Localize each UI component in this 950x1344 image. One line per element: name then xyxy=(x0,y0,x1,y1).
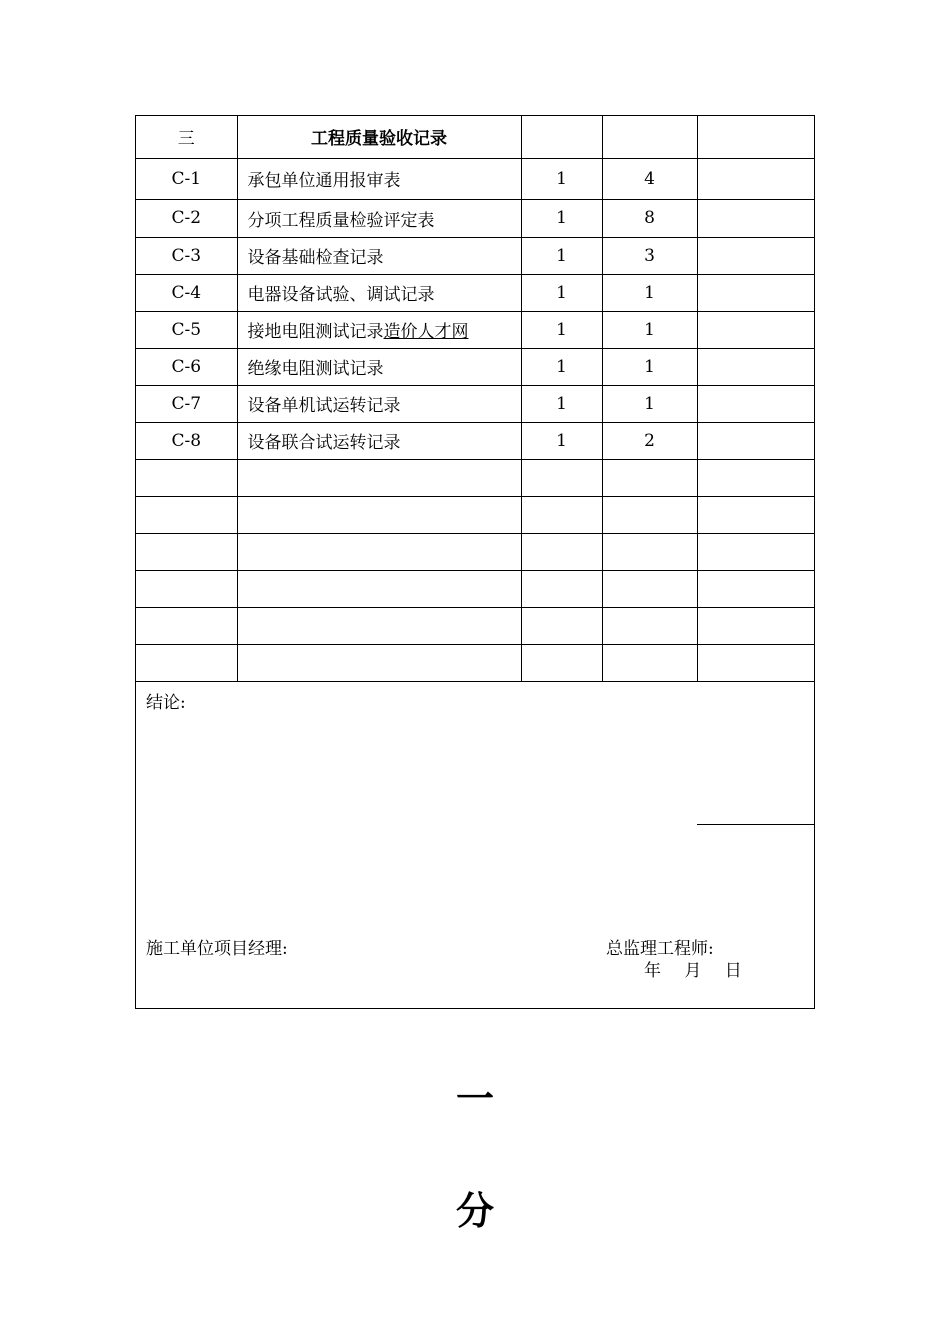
date-label: 年 月 日 xyxy=(644,961,742,981)
empty-cell xyxy=(521,644,602,681)
table-row xyxy=(136,385,815,422)
record-remark xyxy=(697,422,815,459)
empty-cell xyxy=(697,496,815,533)
empty-cell xyxy=(521,459,602,496)
record-name-text: 分项工程质量检验评定表 xyxy=(247,210,435,231)
record-remark xyxy=(697,348,815,385)
record-name xyxy=(237,348,521,385)
record-count: 1 xyxy=(521,311,602,348)
table-row xyxy=(136,311,815,348)
records-table xyxy=(136,116,815,682)
header-cell xyxy=(697,116,815,158)
empty-cell xyxy=(237,570,521,607)
record-code: C-1 xyxy=(136,158,237,199)
record-count: 1 xyxy=(521,348,602,385)
empty-row xyxy=(136,496,815,533)
conclusion-label: 结论: xyxy=(146,693,186,713)
record-name xyxy=(237,274,521,311)
record-name-text: 承包单位通用报审表 xyxy=(247,171,401,191)
record-name-text: 绝缘电阻测试记录 xyxy=(247,359,384,379)
empty-cell xyxy=(237,607,521,644)
record-name xyxy=(237,199,521,237)
record-remark xyxy=(697,385,815,422)
record-code: C-7 xyxy=(136,385,237,422)
record-name xyxy=(237,422,521,459)
record-name-suffix: 造价人才网 xyxy=(383,322,469,342)
record-remark xyxy=(697,158,815,199)
table-row xyxy=(136,348,815,385)
record-code: C-2 xyxy=(136,199,237,237)
record-code: C-8 xyxy=(136,422,237,459)
empty-row xyxy=(136,459,815,496)
header-cell xyxy=(602,116,697,158)
section-number: 三 xyxy=(136,116,237,158)
record-count: 1 xyxy=(521,237,602,274)
record-remark xyxy=(697,274,815,311)
empty-cell xyxy=(697,570,815,607)
table-row xyxy=(136,274,815,311)
record-name xyxy=(237,237,521,274)
empty-row xyxy=(136,644,815,681)
empty-cell xyxy=(602,533,697,570)
record-pages: 2 xyxy=(602,422,697,459)
record-name xyxy=(237,385,521,422)
table-row xyxy=(136,422,815,459)
empty-cell xyxy=(697,644,815,681)
empty-cell xyxy=(237,496,521,533)
chief-supervisor-label: 总监理工程师: xyxy=(606,939,714,959)
record-pages: 1 xyxy=(602,274,697,311)
heading-char: 分 xyxy=(455,1189,494,1233)
record-code: C-4 xyxy=(136,274,237,311)
empty-cell xyxy=(521,496,602,533)
record-pages: 1 xyxy=(602,385,697,422)
record-code: C-3 xyxy=(136,237,237,274)
record-code: C-6 xyxy=(136,348,237,385)
record-remark xyxy=(697,237,815,274)
record-pages: 4 xyxy=(602,158,697,199)
record-pages: 8 xyxy=(602,199,697,237)
empty-cell xyxy=(697,607,815,644)
empty-cell xyxy=(136,533,237,570)
header-cell xyxy=(521,116,602,158)
empty-cell xyxy=(237,644,521,681)
empty-row xyxy=(136,607,815,644)
record-pages: 1 xyxy=(602,348,697,385)
table-row xyxy=(136,158,815,199)
empty-cell xyxy=(602,570,697,607)
record-count: 1 xyxy=(521,274,602,311)
record-name-text: 电器设备试验、调试记录 xyxy=(247,285,435,305)
record-name-text: 设备联合试运转记录 xyxy=(247,433,401,453)
record-pages: 3 xyxy=(602,237,697,274)
empty-cell xyxy=(237,533,521,570)
empty-cell xyxy=(136,570,237,607)
record-name-text: 接地电阻测试记录 xyxy=(247,322,384,342)
project-manager-label: 施工单位项目经理: xyxy=(146,939,288,959)
record-count: 1 xyxy=(521,422,602,459)
empty-row xyxy=(136,570,815,607)
record-count: 1 xyxy=(521,158,602,199)
empty-row xyxy=(136,533,815,570)
record-count: 1 xyxy=(521,199,602,237)
empty-cell xyxy=(237,459,521,496)
empty-cell xyxy=(136,496,237,533)
empty-cell xyxy=(136,644,237,681)
record-pages: 1 xyxy=(602,311,697,348)
empty-cell xyxy=(521,607,602,644)
record-name-text: 设备基础检查记录 xyxy=(247,248,384,268)
empty-cell xyxy=(697,533,815,570)
empty-cell xyxy=(602,644,697,681)
signature-line xyxy=(697,824,815,825)
table-row xyxy=(136,199,815,237)
record-remark xyxy=(697,199,815,237)
empty-cell xyxy=(521,533,602,570)
record-remark xyxy=(697,311,815,348)
record-code: C-5 xyxy=(136,311,237,348)
record-count: 1 xyxy=(521,385,602,422)
record-name-text: 设备单机试运转记录 xyxy=(247,396,401,416)
empty-cell xyxy=(521,570,602,607)
empty-cell xyxy=(602,459,697,496)
record-name xyxy=(237,311,521,348)
acceptance-record-form xyxy=(135,115,815,1009)
table-row xyxy=(136,237,815,274)
section-header-row xyxy=(136,116,815,158)
heading-char: 一 xyxy=(455,1077,494,1121)
empty-cell xyxy=(136,607,237,644)
empty-cell xyxy=(602,607,697,644)
section-title: 工程质量验收记录 xyxy=(237,116,521,158)
empty-cell xyxy=(136,459,237,496)
record-name xyxy=(237,158,521,199)
empty-cell xyxy=(602,496,697,533)
empty-cell xyxy=(697,459,815,496)
